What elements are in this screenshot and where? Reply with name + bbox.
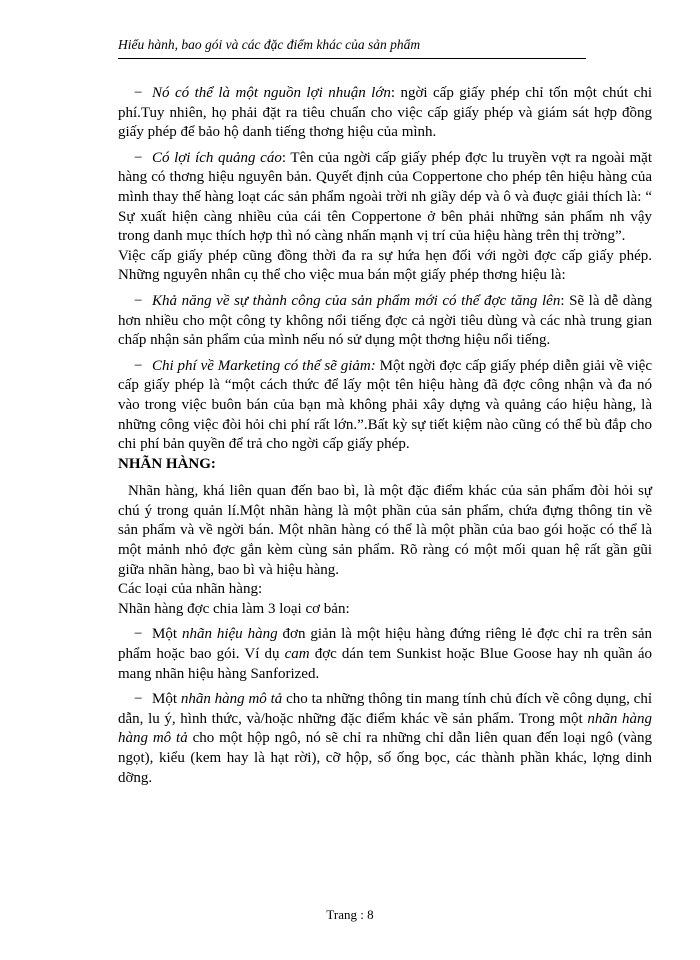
bullet-dash: − [134, 691, 143, 708]
bullet-dash: − [134, 85, 143, 101]
label-categories-line: Nhãn hàng đợc chia làm 3 loại cơ bản: [118, 600, 350, 617]
bullet-advertising [118, 149, 652, 247]
bullet-text: Một ngời đợc cấp giấy phép diễn giải về việc cấp giấy phép là “một cách thức để lấy một tên hiệu hàng đã đợc công nhận và đa nó vào trong việc buôn bán của bạn mà không phải xây dựng và quảng cáo hiệu hàng, là những công việc đòi hỏi chi phí rất lớn.”.Bất kỳ sự tiết kiệm nào cũng có thể bù đắp cho chi phí bản quyền để trả cho ngời cấp giấy phép. [118, 357, 652, 453]
bullet-marketing-cost [118, 357, 652, 455]
page-number: Trang : 8 [326, 907, 374, 922]
label-types-line: Các loại của nhãn hàng: [118, 581, 263, 598]
header-rule [118, 58, 586, 59]
page-body [118, 84, 652, 788]
bullet-text: : Sẽ là dễ dàng hơn nhiều cho một công ty không nổi tiếng đợc cả ngời tiêu dùng và các nhà trung gian chấp nhận sản phẩm của mình nếu nó sử dụng một thơng hiệu nổi tiếng. [118, 292, 652, 349]
bullet-brand-label [118, 625, 652, 684]
bullet-lead: Nó có thể là một nguồn lợi nhuận lớn [152, 85, 391, 101]
bullet-dash: − [134, 626, 143, 643]
bullet-text: Một [152, 691, 181, 708]
bullet-text: cho ta những thông tin mang tính chủ đích về công dụng, chỉ dẫn, lu ý, hình thức, và/hoặc những đặc điểm khác về sản phẩm. Trong một [118, 691, 653, 727]
bullet-new-product [118, 292, 652, 351]
bullet-emphasis: cam [284, 646, 310, 663]
bullet-emphasis: nhãn hàng mô tả [180, 691, 283, 708]
bullet-text: Một [152, 626, 182, 643]
bullet-profit [118, 84, 652, 143]
bullet-dash: − [134, 357, 143, 374]
bullet-text: đơn giản là một hiệu hàng đứng riêng lẻ đợc chỉ ra trên sản phẩm hoặc bao gói. Ví dụ [118, 626, 653, 663]
bullet-text: đợc dán tem Sunkist hoặc Blue Goose hay nh quần áo mang nhãn hiệu hàng Sanforized. [118, 646, 653, 682]
bullet-dash: − [134, 292, 143, 309]
bullet-text: : ngời cấp giấy phép chỉ tốn một chút chi phí.Tuy nhiên, họ phải đặt ra tiêu chuẩn cho việc cấp giấy phép và giám sát hợp đồng giấy phép để bảo hộ danh tiếng thơng hiệu của mình. [118, 85, 653, 141]
running-header: Hiểu hành, bao gói và các đặc điểm khác của sản phẩm [118, 37, 421, 52]
bullet-lead: Có lợi ích quảng cáo [152, 149, 282, 166]
section-heading: NHÃN HÀNG: [118, 455, 216, 472]
bullet-lead: Chi phí về Marketing có thể sẽ giảm: [152, 357, 376, 374]
bullet-lead: Khả năng về sự thành công của sản phẩm mới có thể đợc tăng lên [152, 292, 561, 309]
bullet-dash: − [134, 149, 143, 166]
paragraph-licensing: Việc cấp giấy phép cũng đồng thời đa ra sự hứa hẹn đối với ngời đợc cấp giấy phép. Những nguyên nhân cụ thể cho việc mua bán một giấy phép thơng hiệu là: [118, 247, 652, 284]
bullet-emphasis: nhãn hàng hàng mô tả [118, 710, 652, 747]
bullet-emphasis: nhãn hiệu hàng [181, 626, 278, 643]
bullet-text: cho một hộp ngô, nó sẽ chỉ ra những chỉ dẫn liên quan đến loại ngô (vàng ngọt), kiểu (kem hay là hạt rời), cỡ hộp, số ống bọc, các thành phần khác, lợng dinh dỡng. [118, 730, 652, 786]
bullet-text: : Tên của ngời cấp giấy phép đợc lu truyền vợt ra ngoài mặt hàng có thơng hiệu nguyên bản. Quyết định của Coppertone cho phép tên hiệu hàng của mình thay thế hàng loạt các sản phẩm ngoài trời nh giầy dép và ô và đuợc giải thích là: “ Sự xuất hiện càng nhiều của cái tên Coppertone ở bên phải những sản phẩm nh vậy trong danh mục thích hợp thì nó càng nhấn mạnh vị trí của hiệu hàng trên thị trờng”. [118, 149, 653, 245]
bullet-descriptive-label [118, 690, 652, 788]
paragraph-label-intro: Nhãn hàng, khá liên quan đến bao bì, là một đặc điểm khác của sản phẩm đòi hỏi sự chú ý trong quản lí.Một nhãn hàng là một phần của sản phẩm, chứa đựng thông tin về sản phẩm và về ngời bán. Một nhãn hàng có thể là một phần của bao gói hoặc có thể là một mảnh nhỏ đợc gắn kèm cùng sản phẩm. Rõ ràng có một mối quan hệ rất gần gũi giữa nhãn hàng, bao bì và hiệu hàng. [118, 483, 652, 578]
